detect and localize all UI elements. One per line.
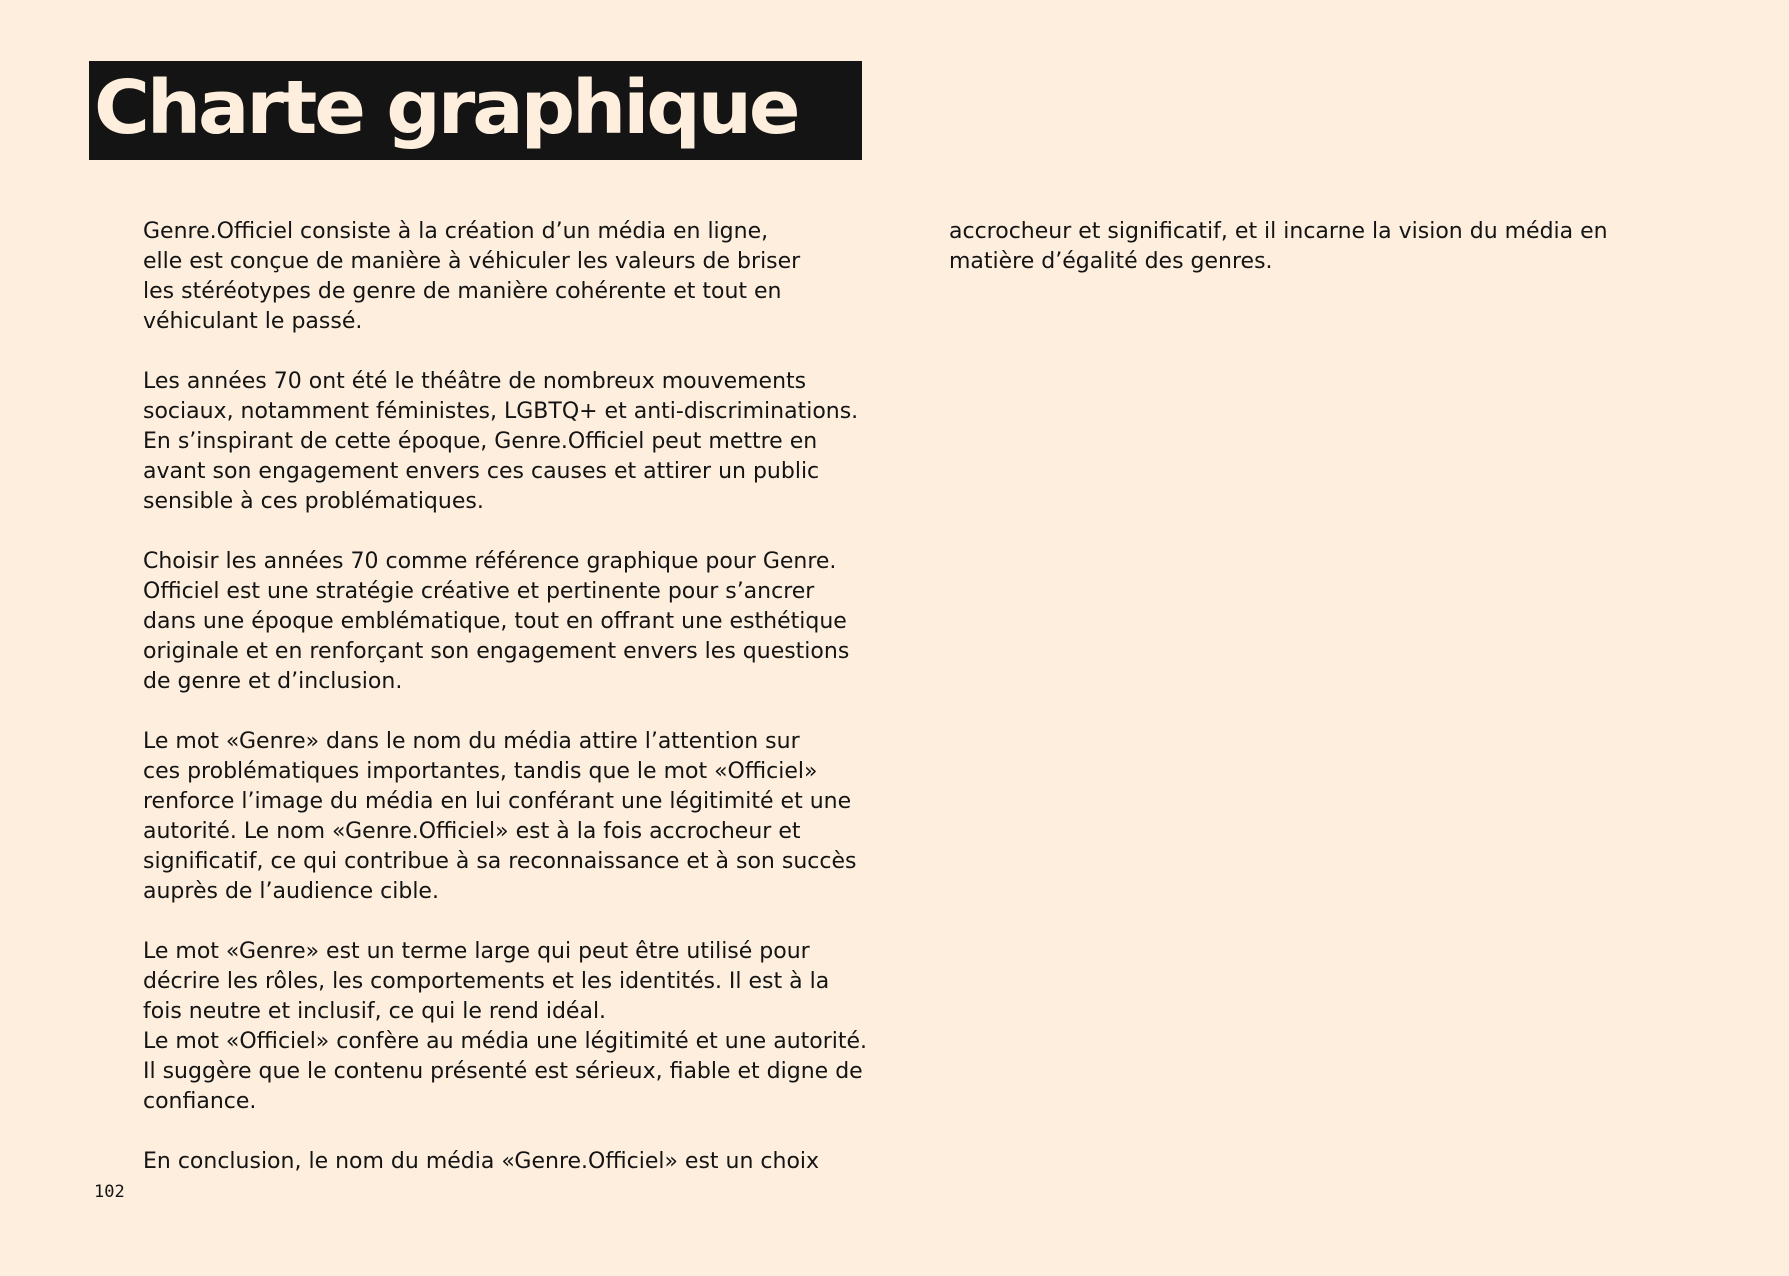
text-line: confiance. [143,1089,257,1114]
text-line: matière d’égalité des genres. [949,249,1273,274]
text-line: Genre.Officiel consiste à la création d’un média en ligne, [143,219,769,244]
text-line: Le mot «Genre» dans le nom du média attire l’attention sur [143,729,800,754]
text-line: renforce l’image du média en lui conférant une légitimité et une [143,789,852,814]
paragraph-conclusion-start [143,1147,933,1177]
text-line: elle est conçue de manière à véhiculer les valeurs de briser [143,249,801,274]
text-line: avant son engagement envers ces causes et attirer un public [143,459,820,484]
title-band [89,61,862,160]
text-line: sociaux, notamment féministes, LGBTQ+ et anti-discriminations. [143,399,859,424]
text-line: Le mot «Genre» est un terme large qui peut être utilisé pour [143,939,810,964]
text-line: sensible à ces problématiques. [143,489,484,514]
paragraph-word-definitions [143,937,933,1117]
page-number: 102 [94,1182,125,1202]
text-line: ces problématiques importantes, tandis que le mot «Officiel» [143,759,818,784]
right-text-column [949,217,1679,277]
text-line: de genre et d’inclusion. [143,669,403,694]
page-title: Charte graphique [94,65,798,151]
paragraph-name-meaning [143,727,933,907]
paragraph-intro [143,217,933,337]
text-line: véhiculant le passé. [143,309,363,334]
text-line: Officiel est une stratégie créative et pertinente pour s’ancrer [143,579,815,604]
text-line: En s’inspirant de cette époque, Genre.Officiel peut mettre en [143,429,818,454]
paragraph-seventies [143,367,933,517]
text-line: autorité. Le nom «Genre.Officiel» est à la fois accrocheur et [143,819,801,844]
text-line: Choisir les années 70 comme référence graphique pour Genre. [143,549,837,574]
left-text-column [143,217,933,1177]
text-line: significatif, ce qui contribue à sa reconnaissance et à son succès [143,849,857,874]
text-line: En conclusion, le nom du média «Genre.Officiel» est un choix [143,1149,820,1174]
text-line: dans une époque emblématique, tout en offrant une esthétique [143,609,847,634]
text-line: les stéréotypes de genre de manière cohérente et tout en [143,279,782,304]
text-line: accrocheur et significatif, et il incarne la vision du média en [949,219,1608,244]
paragraph-conclusion-end [949,217,1679,277]
text-line: auprès de l’audience cible. [143,879,439,904]
text-line: originale et en renforçant son engagement envers les questions [143,639,850,664]
text-line: décrire les rôles, les comportements et les identités. Il est à la [143,969,830,994]
text-line: fois neutre et inclusif, ce qui le rend idéal. [143,999,607,1024]
text-line: Les années 70 ont été le théâtre de nombreux mouvements [143,369,807,394]
text-line: Il suggère que le contenu présenté est sérieux, fiable et digne de [143,1059,863,1084]
text-line: Le mot «Officiel» confère au média une légitimité et une autorité. [143,1029,868,1054]
paragraph-graphic-reference [143,547,933,697]
